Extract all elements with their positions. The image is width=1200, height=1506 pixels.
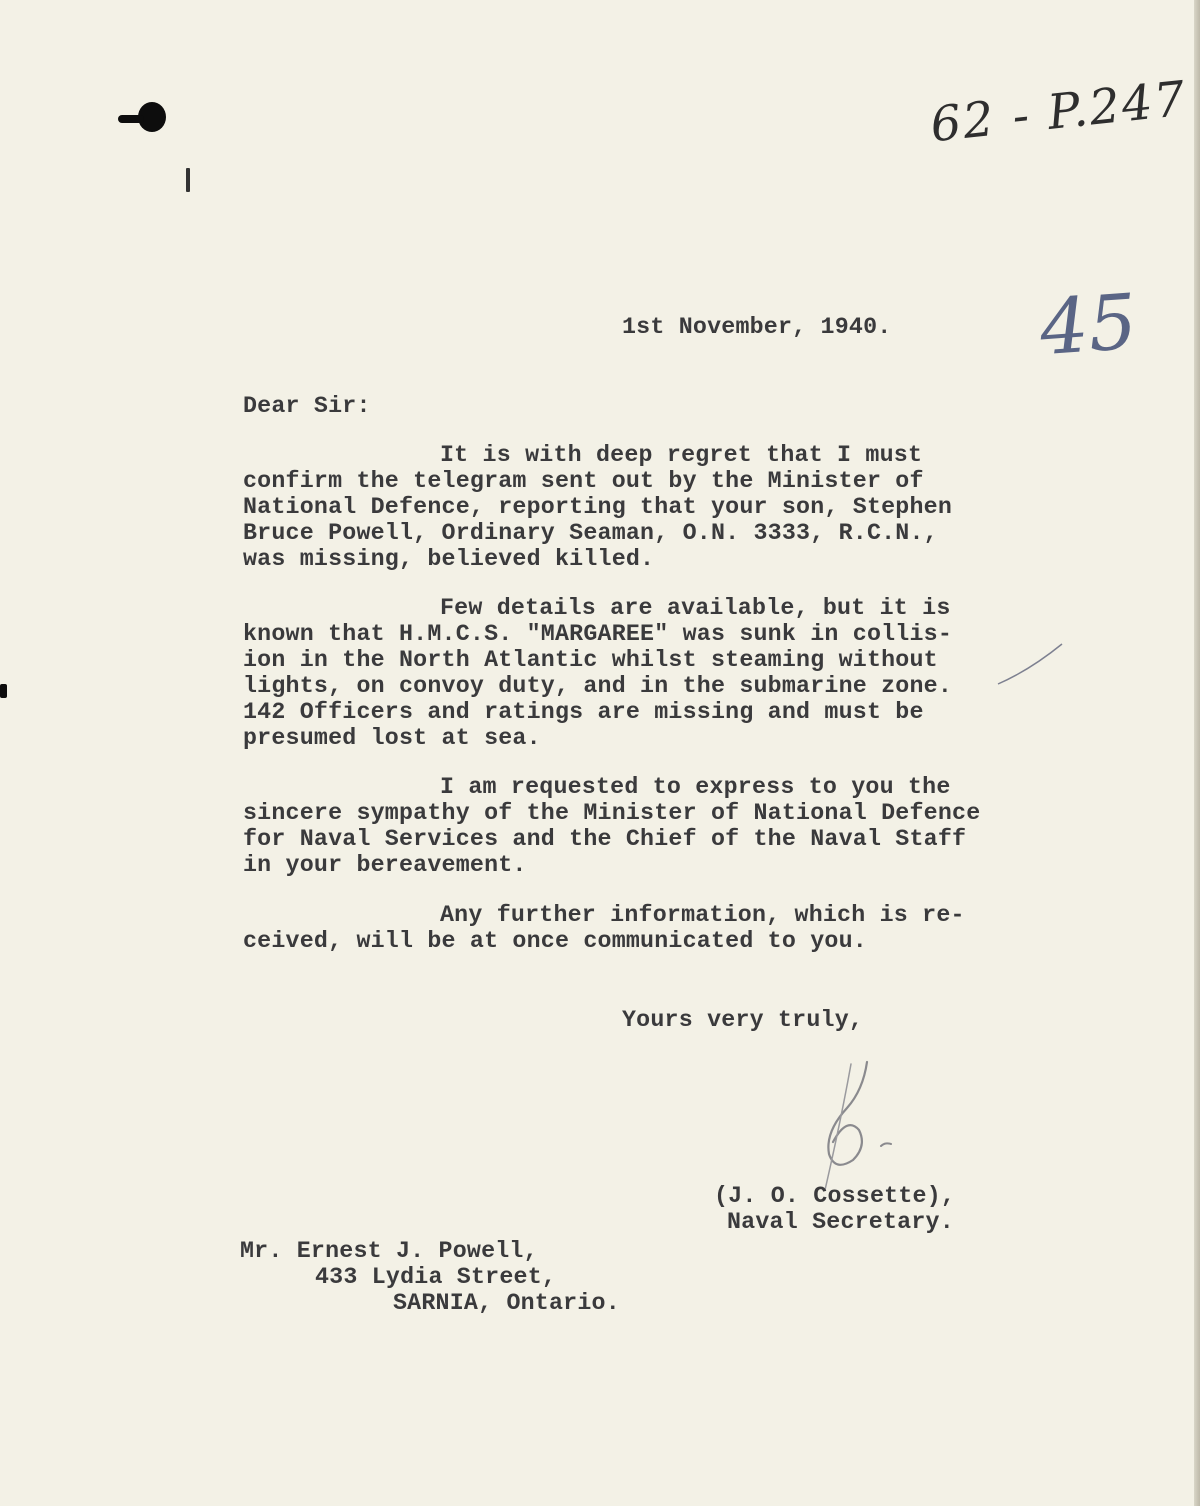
page-number-annotation: 45	[1037, 276, 1140, 373]
p2-line-2: known that H.M.C.S. "MARGAREE" was sunk in collis-	[243, 621, 953, 647]
recipient-name: Mr. Ernest J. Powell,	[240, 1238, 538, 1264]
p4-line-1: Any further information, which is re-	[440, 902, 965, 928]
p2-line-4: lights, on convoy duty, and in the submarine zone.	[243, 673, 953, 699]
signer-name: (J. O. Cossette),	[714, 1183, 956, 1209]
p3-line-4: in your bereavement.	[243, 852, 527, 878]
p2-line-3: ion in the North Atlantic whilst steaming without	[243, 647, 938, 673]
page-edge	[1194, 0, 1200, 1506]
punch-hole-tab	[118, 115, 144, 123]
edge-mark	[0, 684, 7, 698]
letter-date: 1st November, 1940.	[622, 314, 892, 340]
recipient-street: 433 Lydia Street,	[315, 1264, 557, 1290]
p3-line-2: sincere sympathy of the Minister of National Defence	[243, 800, 981, 826]
signer-title: Naval Secretary.	[727, 1209, 954, 1235]
p2-line-5: 142 Officers and ratings are missing and must be	[243, 699, 924, 725]
p2-line-1: Few details are available, but it is	[440, 595, 951, 621]
archive-reference-annotation: 62 - P.247	[927, 70, 1190, 154]
margin-check-mark	[990, 640, 1070, 690]
p2-line-6: presumed lost at sea.	[243, 725, 541, 751]
p4-line-2: ceived, will be at once communicated to you.	[243, 928, 867, 954]
p1-line-2: confirm the telegram sent out by the Minister of	[243, 468, 924, 494]
p1-line-3: National Defence, reporting that your son, Stephen	[243, 494, 953, 520]
staple-mark	[186, 168, 190, 192]
closing: Yours very truly,	[622, 1007, 864, 1033]
p3-line-1: I am requested to express to you the	[440, 774, 951, 800]
p3-line-3: for Naval Services and the Chief of the Naval Staff	[243, 826, 967, 852]
recipient-city: SARNIA, Ontario.	[393, 1290, 620, 1316]
p1-line-4: Bruce Powell, Ordinary Seaman, O.N. 3333, R.C.N.,	[243, 520, 938, 546]
p1-line-5: was missing, believed killed.	[243, 546, 655, 572]
salutation: Dear Sir:	[243, 393, 371, 419]
p1-line-1: It is with deep regret that I must	[440, 442, 923, 468]
handwritten-signature	[795, 1050, 915, 1200]
